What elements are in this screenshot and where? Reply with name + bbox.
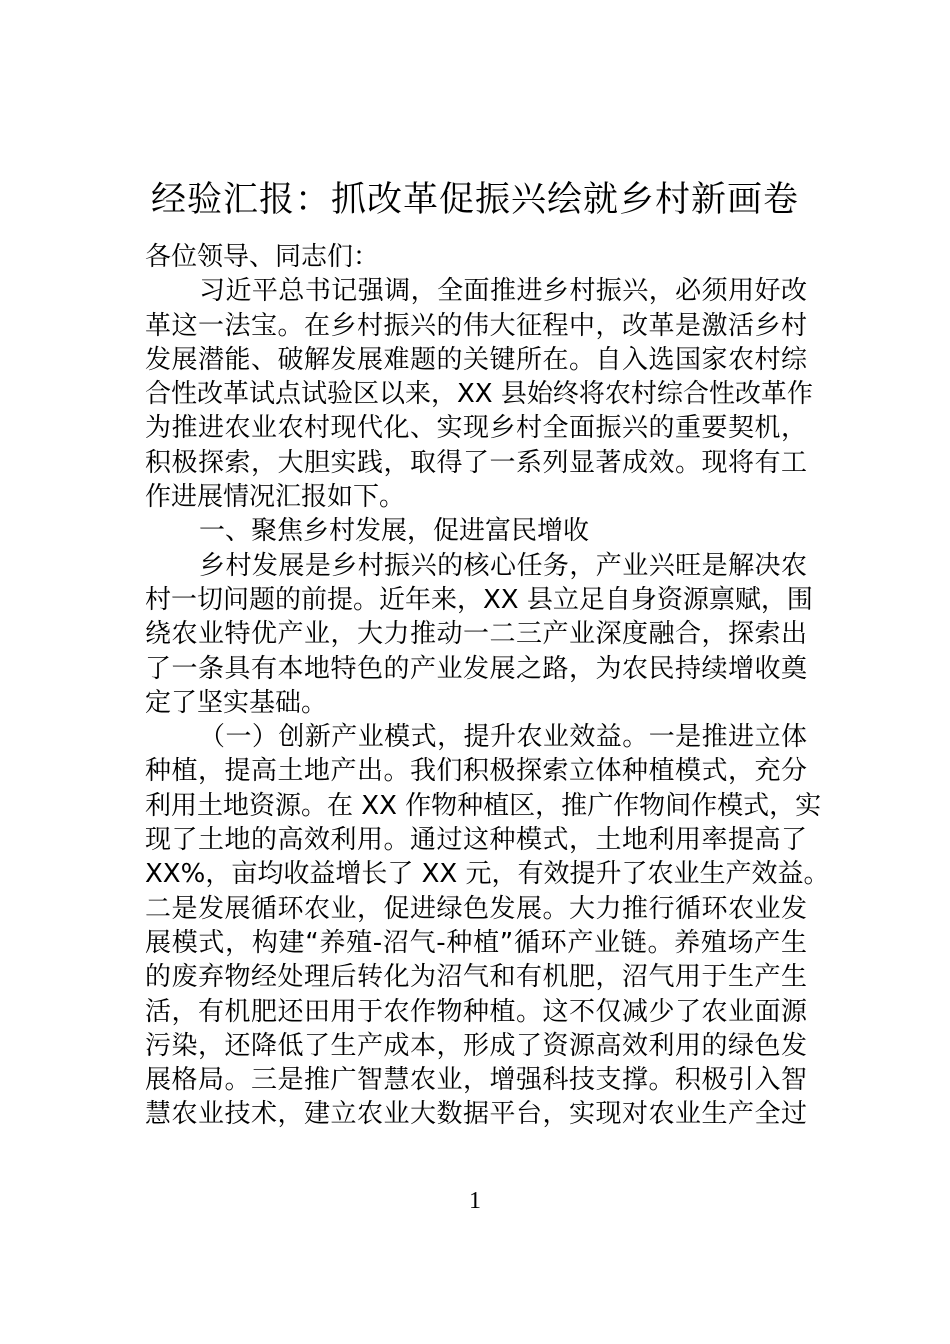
text-line: 作进展情况汇报如下。: [145, 482, 406, 513]
text-line: 合性改革试点试验区以来，XX 县始终将农村综合性改革作: [145, 379, 813, 410]
text-line: 二是发展循环农业，促进绿色发展。大力推行循环农业发: [145, 893, 807, 924]
text-line: 利用土地资源。在 XX 作物种植区，推广作物间作模式，实: [145, 790, 822, 821]
text-line: 慧农业技术，建立农业大数据平台，实现对农业生产全过: [145, 1099, 807, 1130]
text-line: 村一切问题的前提。近年来，XX 县立足自身资源禀赋，围: [145, 584, 813, 615]
document-body: [145, 240, 830, 1132]
text-line: 污染，还降低了生产成本，形成了资源高效利用的绿色发: [145, 1030, 807, 1061]
text-line: 发展潜能、破解发展难题的关键所在。自入选国家农村综: [145, 344, 807, 375]
text-line: 习近平总书记强调，全面推进乡村振兴，必须用好改: [199, 276, 807, 307]
text-line: 乡村发展是乡村振兴的核心任务，产业兴旺是解决农: [199, 550, 807, 581]
text-line: （一）创新产业模式，提升农业效益。一是推进立体: [199, 722, 807, 753]
text-line: 为推进农业农村现代化、实现乡村全面振兴的重要契机，: [145, 413, 807, 444]
text-line: 现了土地的高效利用。通过这种模式，土地利用率提高了: [145, 825, 807, 856]
text-line: 展格局。三是推广智慧农业，增强科技支撑。积极引入智: [145, 1065, 807, 1096]
text-line: 一、聚焦乡村发展，促进富民增收: [199, 516, 590, 547]
text-line: 积极探索，大胆实践，取得了一系列显著成效。现将有工: [145, 447, 807, 478]
text-line: 种植，提高土地产出。我们积极探索立体种植模式，充分: [145, 756, 807, 787]
text-line: XX%，亩均收益增长了 XX 元，有效提升了农业生产效益。: [145, 859, 830, 890]
text-line: 展模式，构建“养殖-沼气-种植”循环产业链。养殖场产生: [145, 927, 807, 958]
text-line: 各位领导、同志们：: [145, 242, 380, 272]
text-line: 革这一法宝。在乡村振兴的伟大征程中，改革是激活乡村: [145, 310, 807, 341]
text-line: 绕农业特优产业，大力推动一二三产业深度融合，探索出: [145, 619, 807, 650]
text-line: 了一条具有本地特色的产业发展之路，为农民持续增收奠: [145, 653, 807, 684]
text-line: 的废弃物经处理后转化为沼气和有机肥，沼气用于生产生: [145, 962, 807, 993]
text-line: 活，有机肥还田用于农作物种植。这不仅减少了农业面源: [145, 996, 807, 1027]
page-number: 1: [469, 1188, 481, 1214]
text-line: 定了坚实基础。: [145, 687, 328, 718]
document-title: 经验汇报：抓改革促振兴绘就乡村新画卷: [150, 180, 799, 220]
